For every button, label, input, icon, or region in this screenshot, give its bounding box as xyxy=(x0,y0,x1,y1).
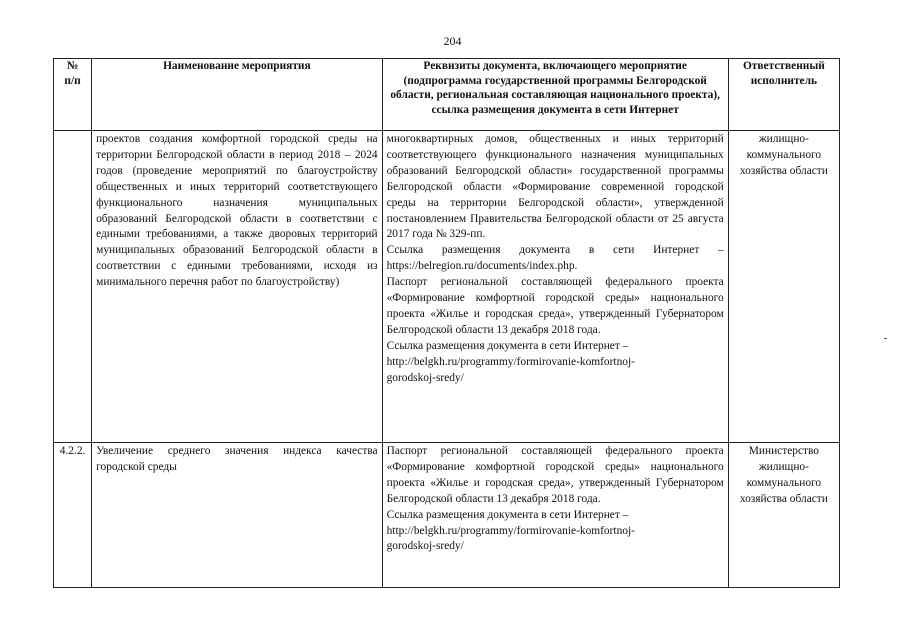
responsible-executor: жилищно- коммунального хозяйства области xyxy=(728,131,839,443)
requisites-paragraph: Ссылка размещения документа в сети Интернет – https://belregion.ru/documents/index.php. xyxy=(386,244,724,273)
responsible-executor: Министерство жилищно- коммунального хозяйства области xyxy=(728,443,839,588)
document-requisites xyxy=(382,443,728,588)
header-requisites: Реквизиты документа, включающего мероприятие (подпрограмма государственной программы Белгородской области, региональная составляющая национального проекта), ссылка размещения документа в сети Интернет xyxy=(382,59,728,131)
row-number: 4.2.2. xyxy=(54,443,92,588)
table-header-row xyxy=(54,59,840,131)
scan-mark xyxy=(884,338,887,339)
requisites-paragraph: Паспорт региональной составляющей федерального проекта «Формирование комфортной городской среды» национального проекта «Жилье и городская среда», утвержденный Губернатором Белгородской области 13 декабря 2018 года. xyxy=(386,276,724,336)
document-requisites xyxy=(382,131,728,443)
header-executor: Ответственный исполнитель xyxy=(728,59,839,131)
measure-name: Увеличение среднего значения индекса качества городской среды xyxy=(92,443,383,588)
requisites-paragraph: многоквартирных домов, общественных и иных территорий соответствующего функционального назначения муниципальных образований Белгородской области» государственной программы Белгородской области «Формирование современной городской среды на территории Белгородской области», утвержденной постановлением Правительства Белгородской области от 25 августа 2017 года № 329-пп. xyxy=(386,133,724,241)
requisites-paragraph: Паспорт региональной составляющей федерального проекта «Формирование комфортной городской среды» национального проекта «Жилье и городская среда», утвержденный Губернатором Белгородской области 13 декабря 2018 года. xyxy=(386,445,724,505)
row-number xyxy=(54,131,92,443)
header-num: № п/п xyxy=(54,59,92,131)
requisites-paragraph: Ссылка размещения документа в сети Интернет – http://belgkh.ru/programmy/formirovanie-komfortnoj- gorodskoj-sredy/ xyxy=(386,508,635,553)
measure-name: проектов создания комфортной городской среды на территории Белгородской области в период 2018 – 2024 годов (проведение мероприятий по благоустройству общественных и иных территорий соответствующего функционального назначения муниципальных образований Белгородской области в соответствии с едиными требованиями, а также дворовых территорий муниципальных образований Белгородской области в соответствии с едиными требованиями, исходя из минимального перечня работ по благоустройству) xyxy=(92,131,383,443)
page-number: 204 xyxy=(443,34,462,48)
table-row xyxy=(54,443,840,588)
requisites-paragraph: Ссылка размещения документа в сети Интернет – http://belgkh.ru/programmy/formirovanie-komfortnoj- gorodskoj-sredy/ xyxy=(386,339,635,384)
table-row xyxy=(54,131,840,443)
measures-table xyxy=(53,58,840,588)
header-name: Наименование мероприятия xyxy=(92,59,383,131)
